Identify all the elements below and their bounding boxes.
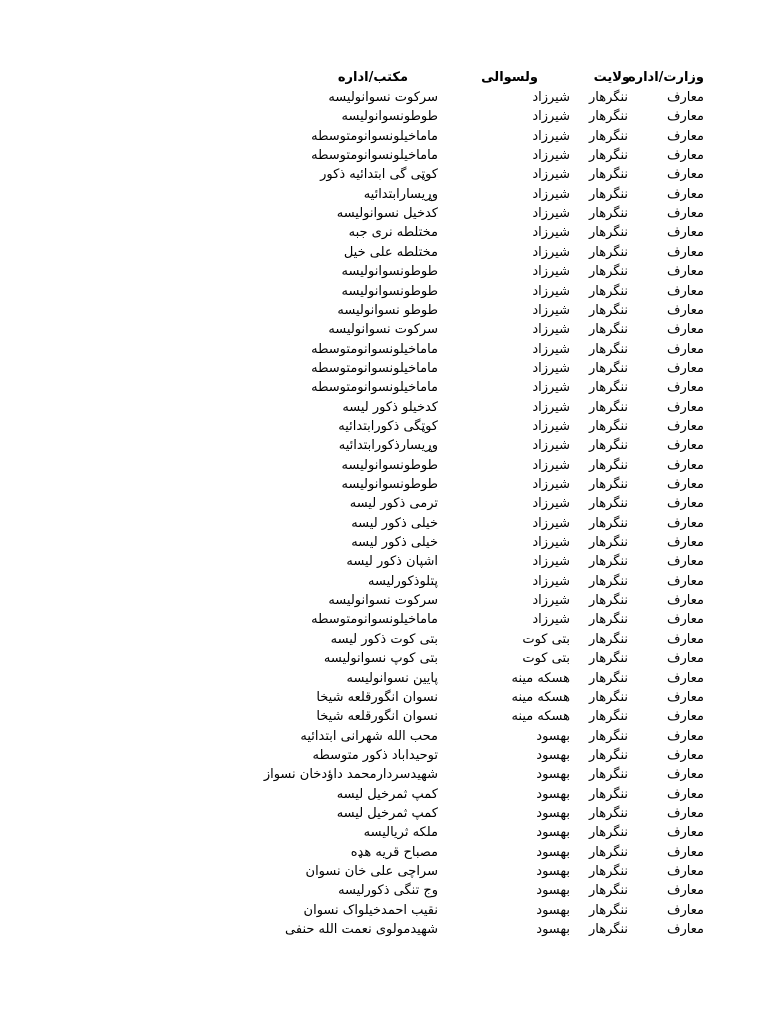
cell-school: سراچی علی خان نسوان: [305, 864, 438, 879]
cell-wilayat: ننگرهار: [589, 825, 628, 840]
cell-wilayat: ننگرهار: [589, 748, 628, 763]
cell-wizarat: معارف: [667, 438, 704, 453]
cell-wizarat: معارف: [667, 496, 704, 511]
cell-woluswali: شیرزاد: [532, 303, 570, 318]
cell-school: شهیدسردارمحمد داؤدخان نسواز: [263, 767, 438, 782]
cell-wizarat: معارف: [667, 245, 704, 260]
cell-wizarat: معارف: [667, 264, 704, 279]
cell-wilayat: ننگرهار: [589, 419, 628, 434]
cell-school: طوطونسوانولیسه: [341, 284, 438, 299]
cell-school: ماماخیلونسوانومتوسطه: [311, 380, 438, 395]
cell-woluswali: شیرزاد: [532, 554, 570, 569]
cell-school: کوټگی ذکورابتدائیه: [338, 419, 438, 434]
cell-woluswali: بهسود: [536, 825, 570, 840]
cell-wizarat: معارف: [667, 419, 704, 434]
cell-woluswali: بهسود: [536, 729, 570, 744]
cell-woluswali: شیرزاد: [532, 225, 570, 240]
cell-wilayat: ننگرهار: [589, 225, 628, 240]
cell-school: وړیسارابتدائیه: [363, 187, 438, 202]
cell-wizarat: معارف: [667, 787, 704, 802]
cell-wilayat: ننگرهار: [589, 883, 628, 898]
cell-wilayat: ننگرهار: [589, 380, 628, 395]
cell-wizarat: معارف: [667, 342, 704, 357]
cell-wizarat: معارف: [667, 709, 704, 724]
cell-woluswali: شیرزاد: [532, 245, 570, 260]
cell-school: ماماخیلونسوانومتوسطه: [311, 612, 438, 627]
cell-woluswali: هسکه مینه: [511, 671, 570, 686]
cell-woluswali: بهسود: [536, 883, 570, 898]
cell-woluswali: بتی کوت: [522, 632, 570, 647]
header-wilayat: ولایت: [593, 70, 630, 85]
header-wizarat: وزارت/اداره: [627, 70, 704, 85]
cell-wilayat: ننگرهار: [589, 516, 628, 531]
cell-wilayat: ننگرهار: [589, 361, 628, 376]
cell-woluswali: بهسود: [536, 767, 570, 782]
cell-woluswali: هسکه مینه: [511, 709, 570, 724]
cell-wizarat: معارف: [667, 535, 704, 550]
cell-wizarat: معارف: [667, 651, 704, 666]
cell-school: مختلطه نری جبه: [348, 225, 438, 240]
cell-wilayat: ننگرهار: [589, 787, 628, 802]
cell-wilayat: ننگرهار: [589, 477, 628, 492]
cell-school: وړیسارذکورابتدائیه: [338, 438, 438, 453]
cell-wizarat: معارف: [667, 458, 704, 473]
cell-wizarat: معارف: [667, 864, 704, 879]
cell-school: نسوان انگورقلعه شیخا: [316, 690, 438, 705]
cell-wilayat: ننگرهار: [589, 109, 628, 124]
cell-wilayat: ننگرهار: [589, 632, 628, 647]
cell-school: طوطونسوانولیسه: [341, 477, 438, 492]
cell-school: کمپ ثمرخیل لیسه: [336, 806, 438, 821]
cell-woluswali: شیرزاد: [532, 342, 570, 357]
cell-woluswali: شیرزاد: [532, 322, 570, 337]
cell-wilayat: ننگرهار: [589, 90, 628, 105]
cell-wizarat: معارف: [667, 671, 704, 686]
cell-wilayat: ننگرهار: [589, 167, 628, 182]
cell-school: مصباح قریه هډه: [350, 845, 438, 860]
cell-woluswali: شیرزاد: [532, 496, 570, 511]
cell-school: بتی کوت ذکور لیسه: [330, 632, 438, 647]
cell-school: طوطونسوانولیسه: [341, 109, 438, 124]
cell-wizarat: معارف: [667, 322, 704, 337]
cell-woluswali: شیرزاد: [532, 593, 570, 608]
cell-school: کوټی گی ابتدائیه ذکور: [320, 167, 438, 182]
cell-school: محب الله شهرانی ابتدائیه: [300, 729, 438, 744]
cell-wizarat: معارف: [667, 729, 704, 744]
cell-school: نسوان انگورقلعه شیخا: [316, 709, 438, 724]
cell-woluswali: شیرزاد: [532, 612, 570, 627]
cell-wilayat: ننگرهار: [589, 903, 628, 918]
cell-school: ماماخیلونسوانومتوسطه: [311, 361, 438, 376]
cell-wilayat: ننگرهار: [589, 593, 628, 608]
cell-wilayat: ننگرهار: [589, 496, 628, 511]
cell-woluswali: بهسود: [536, 922, 570, 937]
cell-school: بتی کوپ نسوانولیسه: [323, 651, 438, 666]
cell-woluswali: شیرزاد: [532, 458, 570, 473]
cell-wilayat: ننگرهار: [589, 554, 628, 569]
cell-school: طوطونسوانولیسه: [341, 264, 438, 279]
cell-wizarat: معارف: [667, 206, 704, 221]
cell-woluswali: شیرزاد: [532, 109, 570, 124]
cell-wizarat: معارف: [667, 748, 704, 763]
cell-wizarat: معارف: [667, 109, 704, 124]
cell-woluswali: شیرزاد: [532, 477, 570, 492]
cell-school: طوطونسوانولیسه: [341, 458, 438, 473]
cell-woluswali: شیرزاد: [532, 90, 570, 105]
cell-school: کدخیل نسوانولیسه: [336, 206, 438, 221]
cell-woluswali: بهسود: [536, 864, 570, 879]
cell-wilayat: ننگرهار: [589, 303, 628, 318]
cell-school: سرکوت نسوانولیسه: [328, 593, 438, 608]
cell-wizarat: معارف: [667, 187, 704, 202]
cell-woluswali: شیرزاد: [532, 574, 570, 589]
cell-wilayat: ننگرهار: [589, 322, 628, 337]
cell-school: ملکه ثریالیسه: [363, 825, 438, 840]
cell-wilayat: ننگرهار: [589, 148, 628, 163]
cell-wizarat: معارف: [667, 593, 704, 608]
cell-wilayat: ننگرهار: [589, 709, 628, 724]
cell-woluswali: بهسود: [536, 806, 570, 821]
cell-wilayat: ننگرهار: [589, 767, 628, 782]
cell-wilayat: ننگرهار: [589, 574, 628, 589]
cell-wizarat: معارف: [667, 554, 704, 569]
cell-school: طوطو نسوانولیسه: [337, 303, 438, 318]
cell-woluswali: بهسود: [536, 787, 570, 802]
cell-school: ماماخیلونسوانومتوسطه: [311, 129, 438, 144]
cell-school: خیلی ذکور لیسه: [351, 516, 438, 531]
cell-school: وج تنگی ذکورلیسه: [338, 883, 438, 898]
cell-wizarat: معارف: [667, 225, 704, 240]
cell-school: ماماخیلونسوانومتوسطه: [311, 342, 438, 357]
cell-wizarat: معارف: [667, 806, 704, 821]
cell-school: ماماخیلونسوانومتوسطه: [311, 148, 438, 163]
cell-wilayat: ننگرهار: [589, 864, 628, 879]
cell-woluswali: شیرزاد: [532, 516, 570, 531]
cell-woluswali: بتی کوت: [522, 651, 570, 666]
cell-school: مختلطه علی خیل: [343, 245, 438, 260]
cell-wizarat: معارف: [667, 903, 704, 918]
cell-wizarat: معارف: [667, 825, 704, 840]
cell-woluswali: بهسود: [536, 903, 570, 918]
cell-school: توحیداباد ذکور متوسطه: [312, 748, 438, 763]
cell-wilayat: ننگرهار: [589, 922, 628, 937]
cell-wizarat: معارف: [667, 574, 704, 589]
cell-wizarat: معارف: [667, 400, 704, 415]
cell-wizarat: معارف: [667, 129, 704, 144]
cell-wizarat: معارف: [667, 883, 704, 898]
cell-school: پایین نسوانولیسه: [346, 671, 438, 686]
cell-wilayat: ننگرهار: [589, 129, 628, 144]
cell-school: سرکوت نسوانولیسه: [328, 90, 438, 105]
cell-woluswali: بهسود: [536, 748, 570, 763]
cell-wizarat: معارف: [667, 845, 704, 860]
cell-school: سرکوت نسوانولیسه: [328, 322, 438, 337]
cell-wilayat: ننگرهار: [589, 400, 628, 415]
cell-wilayat: ننگرهار: [589, 690, 628, 705]
cell-wilayat: ننگرهار: [589, 806, 628, 821]
cell-wilayat: ننگرهار: [589, 342, 628, 357]
cell-woluswali: شیرزاد: [532, 187, 570, 202]
cell-wilayat: ننگرهار: [589, 438, 628, 453]
cell-wizarat: معارف: [667, 303, 704, 318]
cell-wizarat: معارف: [667, 90, 704, 105]
cell-wilayat: ننگرهار: [589, 612, 628, 627]
cell-wilayat: ننگرهار: [589, 458, 628, 473]
cell-wilayat: ننگرهار: [589, 284, 628, 299]
cell-wilayat: ننگرهار: [589, 187, 628, 202]
cell-school: پتلوذکورلیسه: [368, 574, 438, 589]
cell-woluswali: بهسود: [536, 845, 570, 860]
cell-wizarat: معارف: [667, 516, 704, 531]
cell-wizarat: معارف: [667, 767, 704, 782]
header-woluswali: ولسوالی: [481, 70, 538, 85]
cell-wilayat: ننگرهار: [589, 245, 628, 260]
cell-wizarat: معارف: [667, 632, 704, 647]
cell-wizarat: معارف: [667, 922, 704, 937]
cell-wizarat: معارف: [667, 148, 704, 163]
cell-woluswali: شیرزاد: [532, 206, 570, 221]
cell-wilayat: ننگرهار: [589, 671, 628, 686]
cell-wizarat: معارف: [667, 380, 704, 395]
cell-woluswali: شیرزاد: [532, 129, 570, 144]
cell-school: کدخیلو ذکور لیسه: [342, 400, 438, 415]
cell-woluswali: شیرزاد: [532, 167, 570, 182]
cell-woluswali: شیرزاد: [532, 400, 570, 415]
cell-woluswali: شیرزاد: [532, 284, 570, 299]
cell-wizarat: معارف: [667, 690, 704, 705]
cell-school: کمپ ثمرخیل لیسه: [336, 787, 438, 802]
cell-wizarat: معارف: [667, 612, 704, 627]
cell-woluswali: شیرزاد: [532, 264, 570, 279]
cell-school: ترمی ذکور لیسه: [349, 496, 438, 511]
cell-school: اشپان ذکور لیسه: [346, 554, 438, 569]
cell-school: شهیدمولوی نعمت الله حنفی: [285, 922, 438, 937]
cell-wizarat: معارف: [667, 284, 704, 299]
cell-wilayat: ننگرهار: [589, 535, 628, 550]
cell-wizarat: معارف: [667, 477, 704, 492]
cell-wilayat: ننگرهار: [589, 729, 628, 744]
cell-woluswali: هسکه مینه: [511, 690, 570, 705]
cell-woluswali: شیرزاد: [532, 148, 570, 163]
cell-wizarat: معارف: [667, 167, 704, 182]
cell-school: خیلی ذکور لیسه: [351, 535, 438, 550]
cell-woluswali: شیرزاد: [532, 535, 570, 550]
cell-woluswali: شیرزاد: [532, 361, 570, 376]
cell-woluswali: شیرزاد: [532, 438, 570, 453]
cell-woluswali: شیرزاد: [532, 419, 570, 434]
cell-wilayat: ننگرهار: [589, 651, 628, 666]
cell-wizarat: معارف: [667, 361, 704, 376]
cell-wilayat: ننگرهار: [589, 845, 628, 860]
header-school: مکتب/اداره: [337, 70, 408, 85]
cell-wilayat: ننگرهار: [589, 206, 628, 221]
cell-wilayat: ننگرهار: [589, 264, 628, 279]
cell-woluswali: شیرزاد: [532, 380, 570, 395]
cell-school: نقیب احمدخیلواک نسوان: [303, 903, 438, 918]
